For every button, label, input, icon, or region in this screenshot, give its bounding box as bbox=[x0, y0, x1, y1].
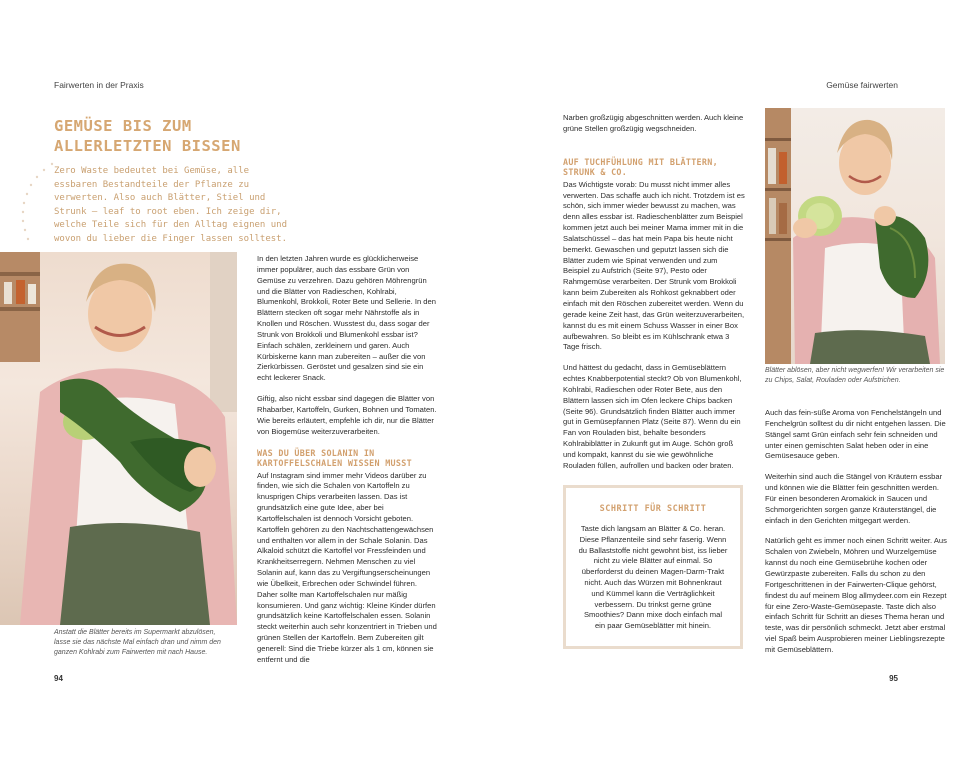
tip-box-title: SCHRITT FÜR SCHRITT bbox=[599, 504, 707, 514]
paragraph: Auf Instagram sind immer mehr Videos darüber zu finden, wie sich die Schalen von Kartoffeln zu knusprigen Chips verarbeiten lassen. Das ist grundsätzlich eine gute Idee, aber bei Kartoffelschalen ist dennoch Vorsicht geboten. bbox=[257, 470, 427, 523]
photo-left bbox=[0, 252, 237, 625]
text-column-2 bbox=[563, 113, 745, 482]
running-header-left: Fairwerten in der Praxis bbox=[54, 80, 144, 90]
section-heading: AUF TUCHFÜHLUNG MIT BLÄTTERN, STRUNK & CO. bbox=[563, 156, 718, 178]
woman-with-kohlrabi-leaves-icon bbox=[765, 108, 945, 364]
caption-left: Anstatt die Blätter bereits im Supermarkt abzulösen, lasse sie das nächste Mal einfach dran und nimm den ganzen Kohlrabi zum Fairwerten mit nach Hause. bbox=[54, 629, 221, 656]
running-header-right: Gemüse fairwerten bbox=[826, 80, 898, 90]
paragraph: Giftig, also nicht essbar sind dagegen die Blätter von Rhabarber, Kartoffeln, Gurken, Bohnen und Tomaten. Wie bereits erläutert, empfehle ich dir, nur die Blätter von Biogemüse weiterzuverarbeiten. bbox=[257, 394, 437, 436]
caption-right: Blätter ablösen, aber nicht wegwerfen! Wir verarbeiten sie zu Chips, Salat, Rouladen oder Aufstrichen. bbox=[765, 367, 945, 384]
paragraph: Das Wichtigste vorab: Du musst nicht immer alles verwerten. Das schaffe auch ich nicht. Trotzdem ist es schön, sich immer wieder bewusst zu machen, was denn alles essbar ist. Radieschenblätter zum Beispiel kommen jetzt auch bei meiner Mama immer mit in die Salatschüssel – das hat mein Papa bis heute nicht bemerkt. Gewaschen und geputzt lassen sich die Blätter zudem wie Spinat verwenden und zum Beispiel zu Aufstrich (Seite 97), Pesto oder Rahmgemüse verarbeiten. Der Strunk vom Brokkoli kann beim Zubereiten als Rohkost geknabbert oder einfach mit den Röschen zubereitet werden. Wenn du gerade keine Zeit hast, das Grün weiterzuverarbeiten, kannst du es mit einem Schuss Wasser in einer Box aufbewahren. So bleibt es im Kühlschrank etwa 3 Tage frisch. bbox=[563, 179, 745, 352]
section-heading: WAS DU ÜBER SOLANIN IN KARTOFFELSCHALEN WISSEN MUSST bbox=[257, 447, 412, 468]
page-number-right: 95 bbox=[889, 674, 898, 683]
paragraph: Natürlich geht es immer noch einen Schritt weiter. Aus Schalen von Zwiebeln, Möhren und Wurzelgemüse kannst du noch eine Gemüsebrühe kochen oder Gewürzpaste zubereiten. Falls du schon zu den Fortgeschrittenen in der Fairwerten-Clique gehörst, findest du auf meinem Blog allmydeer.com ein Rezept für eine Zero-Waste-Gemüsepaste. Taste dich also einfach Schritt für Schritt an dieses Thema heran und teste, was dir persönlich schmeckt. Jetzt aber erstmal viel Spaß beim Ausprobieren meiner Lieblingsrezepte mit Gemüseblättern. bbox=[765, 536, 947, 654]
page-number-left: 94 bbox=[54, 674, 63, 683]
tip-box bbox=[563, 485, 743, 649]
photo-right bbox=[765, 108, 945, 364]
paragraph: Und hättest du gedacht, dass in Gemüseblättern echtes Knabberpotential steckt? Ob von Blumenkohl, Kohlrabi, Radieschen oder Roter Bete, aus den Blättern lassen sich im Ofen leckere Chips backen (Seite 96). Grundsätzlich finden Blätter auch immer gut in Gemüsepfannen Platz (Seite 87). Wenn du ein Fan von Rouladen bist, behalte besonders Kohlrabiblätter in Zukunft gut im Auge. Schön groß und kompakt, kannst du sie wie gewöhnliche Rouladen füllen, aufrollen und backen oder braten. bbox=[563, 363, 742, 470]
tip-box-text: Taste dich langsam an Blätter & Co. heran. Diese Pflanzenteile sind sehr faserig. Wenn du Ballaststoffe nicht gewohnt bist, iss lieber nicht zu viele Blätter auf einmal. So überforderst du deinen Magen-Darm-Trakt nicht. Auch das Würzen mit Bohnenkraut und Kümmel kann die Verträglichkeit verbessern. Du trinkst gerne grüne Smoothies? Dann mixe doch einfach mal ein paar Gemüseblätter mit hinein. bbox=[578, 524, 728, 631]
page-title: GEMÜSE BIS ZUM ALLERLETZTEN BISSEN bbox=[54, 117, 241, 155]
paragraph: Auch das fein-süße Aroma von Fenchelstängeln und Fenchelgrün solltest du dir nicht entgehen lassen. Die Stängel samt Grün einfach sehr fein schneiden und unter einen gemischten Salat heben oder in eine Gemüsesauce geben. bbox=[765, 408, 946, 461]
paragraph: Narben großzügig abgeschnitten werden. Auch kleine grüne Stellen großzügig wegschneiden. bbox=[563, 113, 744, 133]
paragraph: In den letzten Jahren wurde es glücklicherweise immer populärer, auch das essbare Grün von Gemüse zu verzehren. Dazu gehören Möhrengrün und die Blätter von Radieschen, Kohlrabi, Blumenkohl, Brokkoli, Roter Bete und Sellerie. In den Blättern stecken oft sogar mehr Nährstoffe als in Knollen und Röschen. Wusstest du, dass sogar der Strunk von Brokkoli und Blumenkohl essbar ist? Einfach schälen, zerkleinern und garen. Auch Kürbiskerne kann man zubereiten – außer die von Zierkürbissen. Geröstet und gesalzen sind sie ein echt leckerer Snack. bbox=[257, 254, 436, 383]
paragraph: Kartoffeln gehören zu den Nachtschattengewächsen und enthalten vor allem in der Schale Solanin. Das Alkaloid schützt die Kartoffel vor Fressfeinden und Krankheitserregern. Nehmen Menschen zu viel Solanin auf, kann das zu Vergiftungserscheinungen wie Übelkeit, Erbrechen oder Schwindel führen. Daher sollte man Kartoffelschalen nur mäßig konsumieren. Und ganz wichtig: Kleine Kinder dürfen grundsätzlich keine Kartoffelschalen essen. Solanin steckt weiterhin auch sehr konzentriert in Trieben und grünen Stellen der Kartoffeln. Bem Zubereiten gilt generell: Sind die Triebe kürzer als 1 cm, können sie entfernt und die bbox=[257, 524, 437, 664]
paragraph: Weiterhin sind auch die Stängel von Kräutern essbar und können wie die Blätter fein geschnitten werden. Für einen besonderen Aromakick in Saucen und Schmorgerichten sorgen ganze Kräuterstängel, die einfach in den Gerichten mitgegart werden. bbox=[765, 472, 943, 525]
text-column-1 bbox=[257, 254, 439, 676]
text-column-3 bbox=[765, 408, 950, 666]
lead-paragraph: Zero Waste bedeutet bei Gemüse, alle essbaren Bestandteile der Pflanze zu verwerten. Also auch Blätter, Stiel und Strunk – leaf to root eben. Ich zeige dir, welche Teile sich für den Alltag eignen und wovon du lieber die Finger lassen solltest. bbox=[54, 166, 287, 244]
woman-with-kohlrabi-icon bbox=[0, 252, 237, 625]
